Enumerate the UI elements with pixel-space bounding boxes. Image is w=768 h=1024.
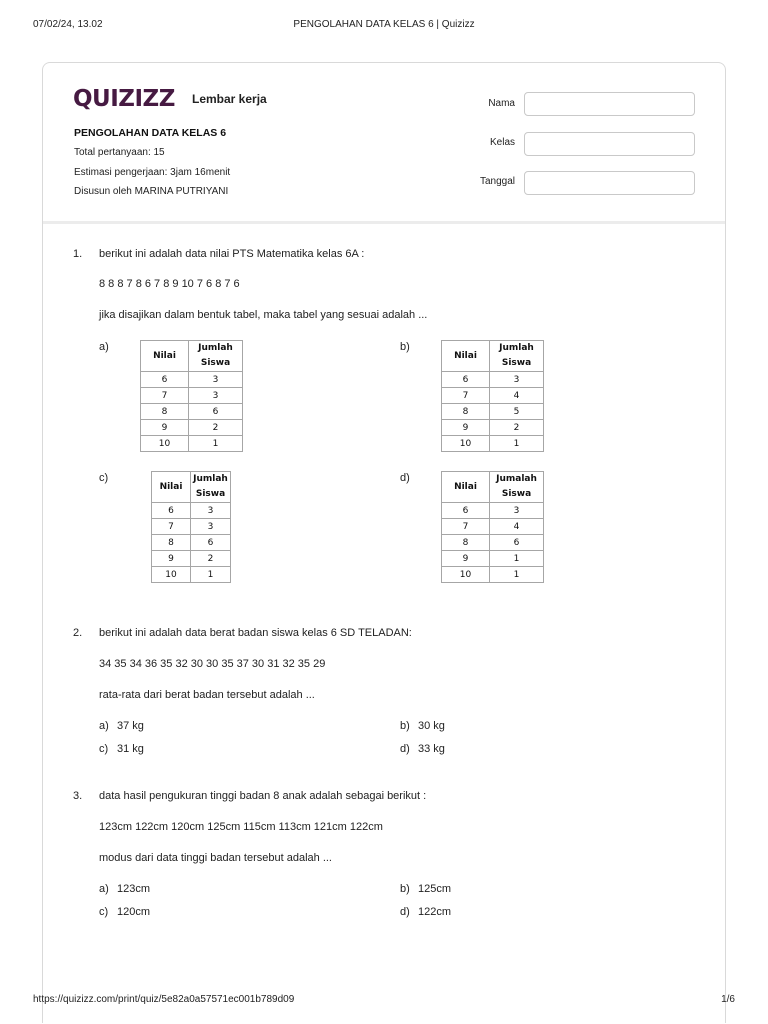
table-cell: 9 bbox=[442, 420, 490, 436]
option-b-table[interactable] bbox=[441, 340, 544, 452]
table-cell: 3 bbox=[191, 519, 231, 535]
table-cell: 10 bbox=[442, 567, 490, 583]
table-cell: 9 bbox=[152, 551, 191, 567]
table-cell: 4 bbox=[490, 388, 544, 404]
option-a-text[interactable]: 37 kg bbox=[117, 720, 144, 732]
header-jumlah: Jumalah bbox=[490, 472, 544, 488]
class-field[interactable] bbox=[524, 132, 695, 156]
header-siswa: Siswa bbox=[490, 356, 544, 372]
question-data: 34 35 34 36 35 32 30 30 35 37 30 31 32 35 29 bbox=[99, 658, 326, 670]
option-c-text[interactable]: 120cm bbox=[117, 906, 151, 918]
print-url: https://quizizz.com/print/quiz/5e82a0a57571ec001b789d09 bbox=[33, 994, 295, 1005]
header-siswa: Siswa bbox=[191, 487, 231, 503]
option-a-text[interactable]: 123cm bbox=[117, 883, 151, 895]
header-nilai: Nilai bbox=[152, 472, 191, 503]
table-cell: 10 bbox=[442, 436, 490, 452]
table-cell: 4 bbox=[490, 519, 544, 535]
option-b-text[interactable]: 30 kg bbox=[418, 720, 445, 732]
header-siswa: Siswa bbox=[490, 487, 544, 503]
table-cell: 6 bbox=[189, 404, 243, 420]
worksheet-label: Lembar kerja bbox=[192, 92, 267, 106]
estimated-time: Estimasi pengerjaan: 3jam 16menit bbox=[74, 167, 231, 178]
table-cell: 10 bbox=[141, 436, 189, 452]
option-a-label[interactable]: a) bbox=[99, 341, 109, 353]
option-d-label[interactable]: d) bbox=[400, 906, 410, 918]
table-cell: 3 bbox=[189, 372, 243, 388]
option-c-label[interactable]: c) bbox=[99, 906, 109, 918]
question-data: 8 8 8 7 8 6 7 8 9 10 7 6 8 7 6 bbox=[99, 278, 240, 290]
class-label: Kelas bbox=[489, 137, 515, 148]
question-data: 123cm 122cm 120cm 125cm 115cm 113cm 121cm 122cm bbox=[99, 821, 383, 833]
page-number: 1/6 bbox=[721, 994, 735, 1005]
name-label: Nama bbox=[488, 98, 515, 109]
table-cell: 6 bbox=[191, 535, 231, 551]
table-cell: 7 bbox=[141, 388, 189, 404]
header-nilai: Nilai bbox=[442, 341, 490, 372]
option-c-label[interactable]: c) bbox=[99, 743, 109, 755]
table-cell: 1 bbox=[191, 567, 231, 583]
print-datetime: 07/02/24, 13.02 bbox=[33, 19, 103, 30]
table-cell: 8 bbox=[442, 404, 490, 420]
option-b-label[interactable]: b) bbox=[400, 720, 410, 732]
table-cell: 1 bbox=[490, 567, 544, 583]
question-number: 2. bbox=[73, 627, 83, 639]
table-cell: 2 bbox=[490, 420, 544, 436]
option-d-label[interactable]: d) bbox=[400, 472, 410, 484]
table-cell: 3 bbox=[490, 503, 544, 519]
option-b-text[interactable]: 125cm bbox=[418, 883, 452, 895]
table-cell: 8 bbox=[442, 535, 490, 551]
table-cell: 6 bbox=[490, 535, 544, 551]
header-jumlah: Jumlah bbox=[191, 472, 231, 488]
worksheet-header bbox=[43, 63, 725, 224]
question-number: 3. bbox=[73, 790, 83, 802]
option-b-label[interactable]: b) bbox=[400, 341, 410, 353]
table-cell: 7 bbox=[152, 519, 191, 535]
author: Disusun oleh MARINA PUTRIYANI bbox=[74, 186, 229, 197]
table-cell: 8 bbox=[141, 404, 189, 420]
table-cell: 10 bbox=[152, 567, 191, 583]
table-cell: 3 bbox=[191, 503, 231, 519]
question-text: berikut ini adalah data nilai PTS Matematika kelas 6A : bbox=[99, 248, 365, 260]
option-b-label[interactable]: b) bbox=[400, 883, 410, 895]
table-cell: 1 bbox=[490, 551, 544, 567]
table-cell: 3 bbox=[490, 372, 544, 388]
table-cell: 1 bbox=[189, 436, 243, 452]
table-cell: 8 bbox=[152, 535, 191, 551]
print-page-title: PENGOLAHAN DATA KELAS 6 | Quizizz bbox=[293, 19, 475, 30]
name-field[interactable] bbox=[524, 92, 695, 116]
option-a-label[interactable]: a) bbox=[99, 720, 109, 732]
table-cell: 2 bbox=[189, 420, 243, 436]
option-c-label[interactable]: c) bbox=[99, 472, 109, 484]
table-cell: 5 bbox=[490, 404, 544, 420]
option-d-label[interactable]: d) bbox=[400, 743, 410, 755]
table-cell: 2 bbox=[191, 551, 231, 567]
header-jumlah: Jumlah bbox=[490, 341, 544, 357]
option-c-text[interactable]: 31 kg bbox=[117, 743, 144, 755]
date-field[interactable] bbox=[524, 171, 695, 195]
option-d-text[interactable]: 122cm bbox=[418, 906, 452, 918]
table-cell: 7 bbox=[442, 519, 490, 535]
question-number: 1. bbox=[73, 248, 83, 260]
header-jumlah: Jumlah bbox=[189, 341, 243, 357]
table-cell: 7 bbox=[442, 388, 490, 404]
option-a-label[interactable]: a) bbox=[99, 883, 109, 895]
print-header bbox=[33, 19, 735, 33]
logo-wordmark: QUIZIZZ bbox=[73, 86, 175, 112]
option-c-table[interactable] bbox=[151, 471, 231, 583]
question-text: berikut ini adalah data berat badan siswa kelas 6 SD TELADAN: bbox=[99, 627, 412, 639]
table-cell: 6 bbox=[442, 503, 490, 519]
print-footer bbox=[33, 994, 735, 1008]
table-cell: 3 bbox=[189, 388, 243, 404]
table-cell: 6 bbox=[141, 372, 189, 388]
quiz-title: PENGOLAHAN DATA KELAS 6 bbox=[74, 127, 227, 139]
table-cell: 1 bbox=[490, 436, 544, 452]
option-d-text[interactable]: 33 kg bbox=[418, 743, 445, 755]
question-text: data hasil pengukuran tinggi badan 8 anak adalah sebagai berikut : bbox=[99, 790, 427, 802]
table-cell: 6 bbox=[152, 503, 191, 519]
question-prompt: rata-rata dari berat badan tersebut adalah ... bbox=[99, 689, 315, 701]
header-nilai: Nilai bbox=[442, 472, 490, 503]
table-cell: 9 bbox=[141, 420, 189, 436]
date-label: Tanggal bbox=[479, 176, 515, 187]
table-cell: 6 bbox=[442, 372, 490, 388]
header-nilai: Nilai bbox=[141, 341, 189, 372]
header-siswa: Siswa bbox=[189, 356, 243, 372]
option-d-table[interactable] bbox=[441, 471, 544, 583]
question-prompt: modus dari data tinggi badan tersebut adalah ... bbox=[99, 852, 332, 864]
question-prompt: jika disajikan dalam bentuk tabel, maka tabel yang sesuai adalah ... bbox=[99, 309, 428, 321]
total-questions: Total pertanyaan: 15 bbox=[74, 147, 165, 158]
worksheet bbox=[42, 62, 726, 1023]
option-a-table[interactable] bbox=[140, 340, 243, 452]
table-cell: 9 bbox=[442, 551, 490, 567]
